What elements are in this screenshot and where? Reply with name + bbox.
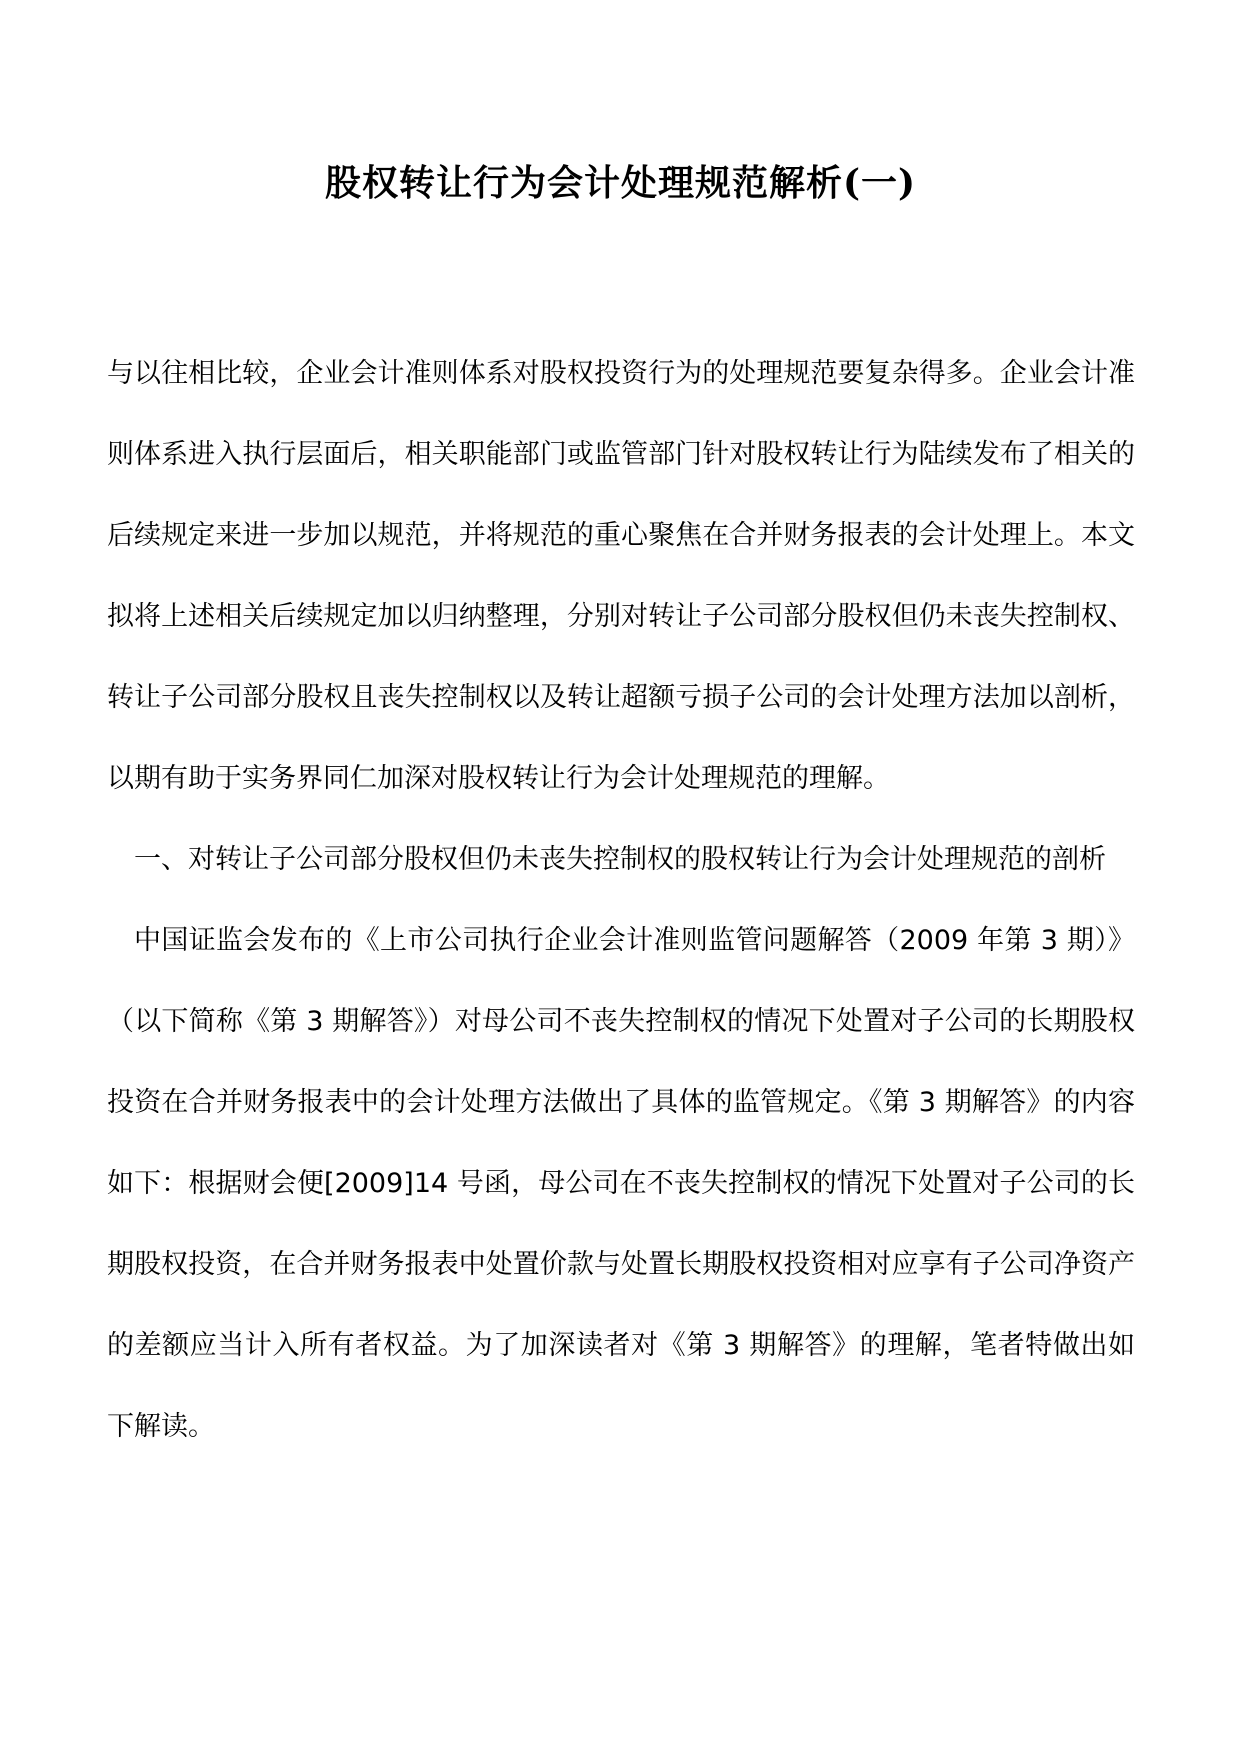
document-title: 股权转让行为会计处理规范解析(一): [324, 162, 917, 204]
body-paragraph: 中国证监会发布的《上市公司执行企业会计准则监管问题解答（2009 年第 3 期）》（以下简称《第 3 期解答》）对母公司不丧失控制权的情况下处置对子公司的长期股权投资在合并财务报表中的会计处理方法做出了具体的监管规定。《第 3 期解答》的内容如下：根据财会便[2009]14 号函，母公司在不丧失控制权的情况下处置对子公司的长期股权投资，在合并财务报表中处置价款与处置长期股权投资相对应享有子公司净资产的差额应当计入所有者权益。为了加深读者对《第 3 期解答》的理解，笔者特做出如下解读。: [107, 925, 1135, 1442]
intro-paragraph: 与以往相比较，企业会计准则体系对股权投资行为的处理规范要复杂得多。企业会计准则体系进入执行层面后，相关职能部门或监管部门针对股权转让行为陆续发布了相关的后续规定来进一步加以规范，并将规范的重心聚焦在合并财务报表的会计处理上。本文拟将上述相关后续规定加以归纳整理，分别对转让子公司部分股权但仍未丧失控制权、转让子公司部分股权且丧失控制权以及转让超额亏损子公司的会计处理方法加以剖析，以期有助于实务界同仁加深对股权转让行为会计处理规范的理解。: [107, 358, 1135, 794]
section-heading: 一、对转让子公司部分股权但仍未丧失控制权的股权转让行为会计处理规范的剖析: [134, 844, 1106, 875]
document-body: [107, 333, 1135, 1467]
